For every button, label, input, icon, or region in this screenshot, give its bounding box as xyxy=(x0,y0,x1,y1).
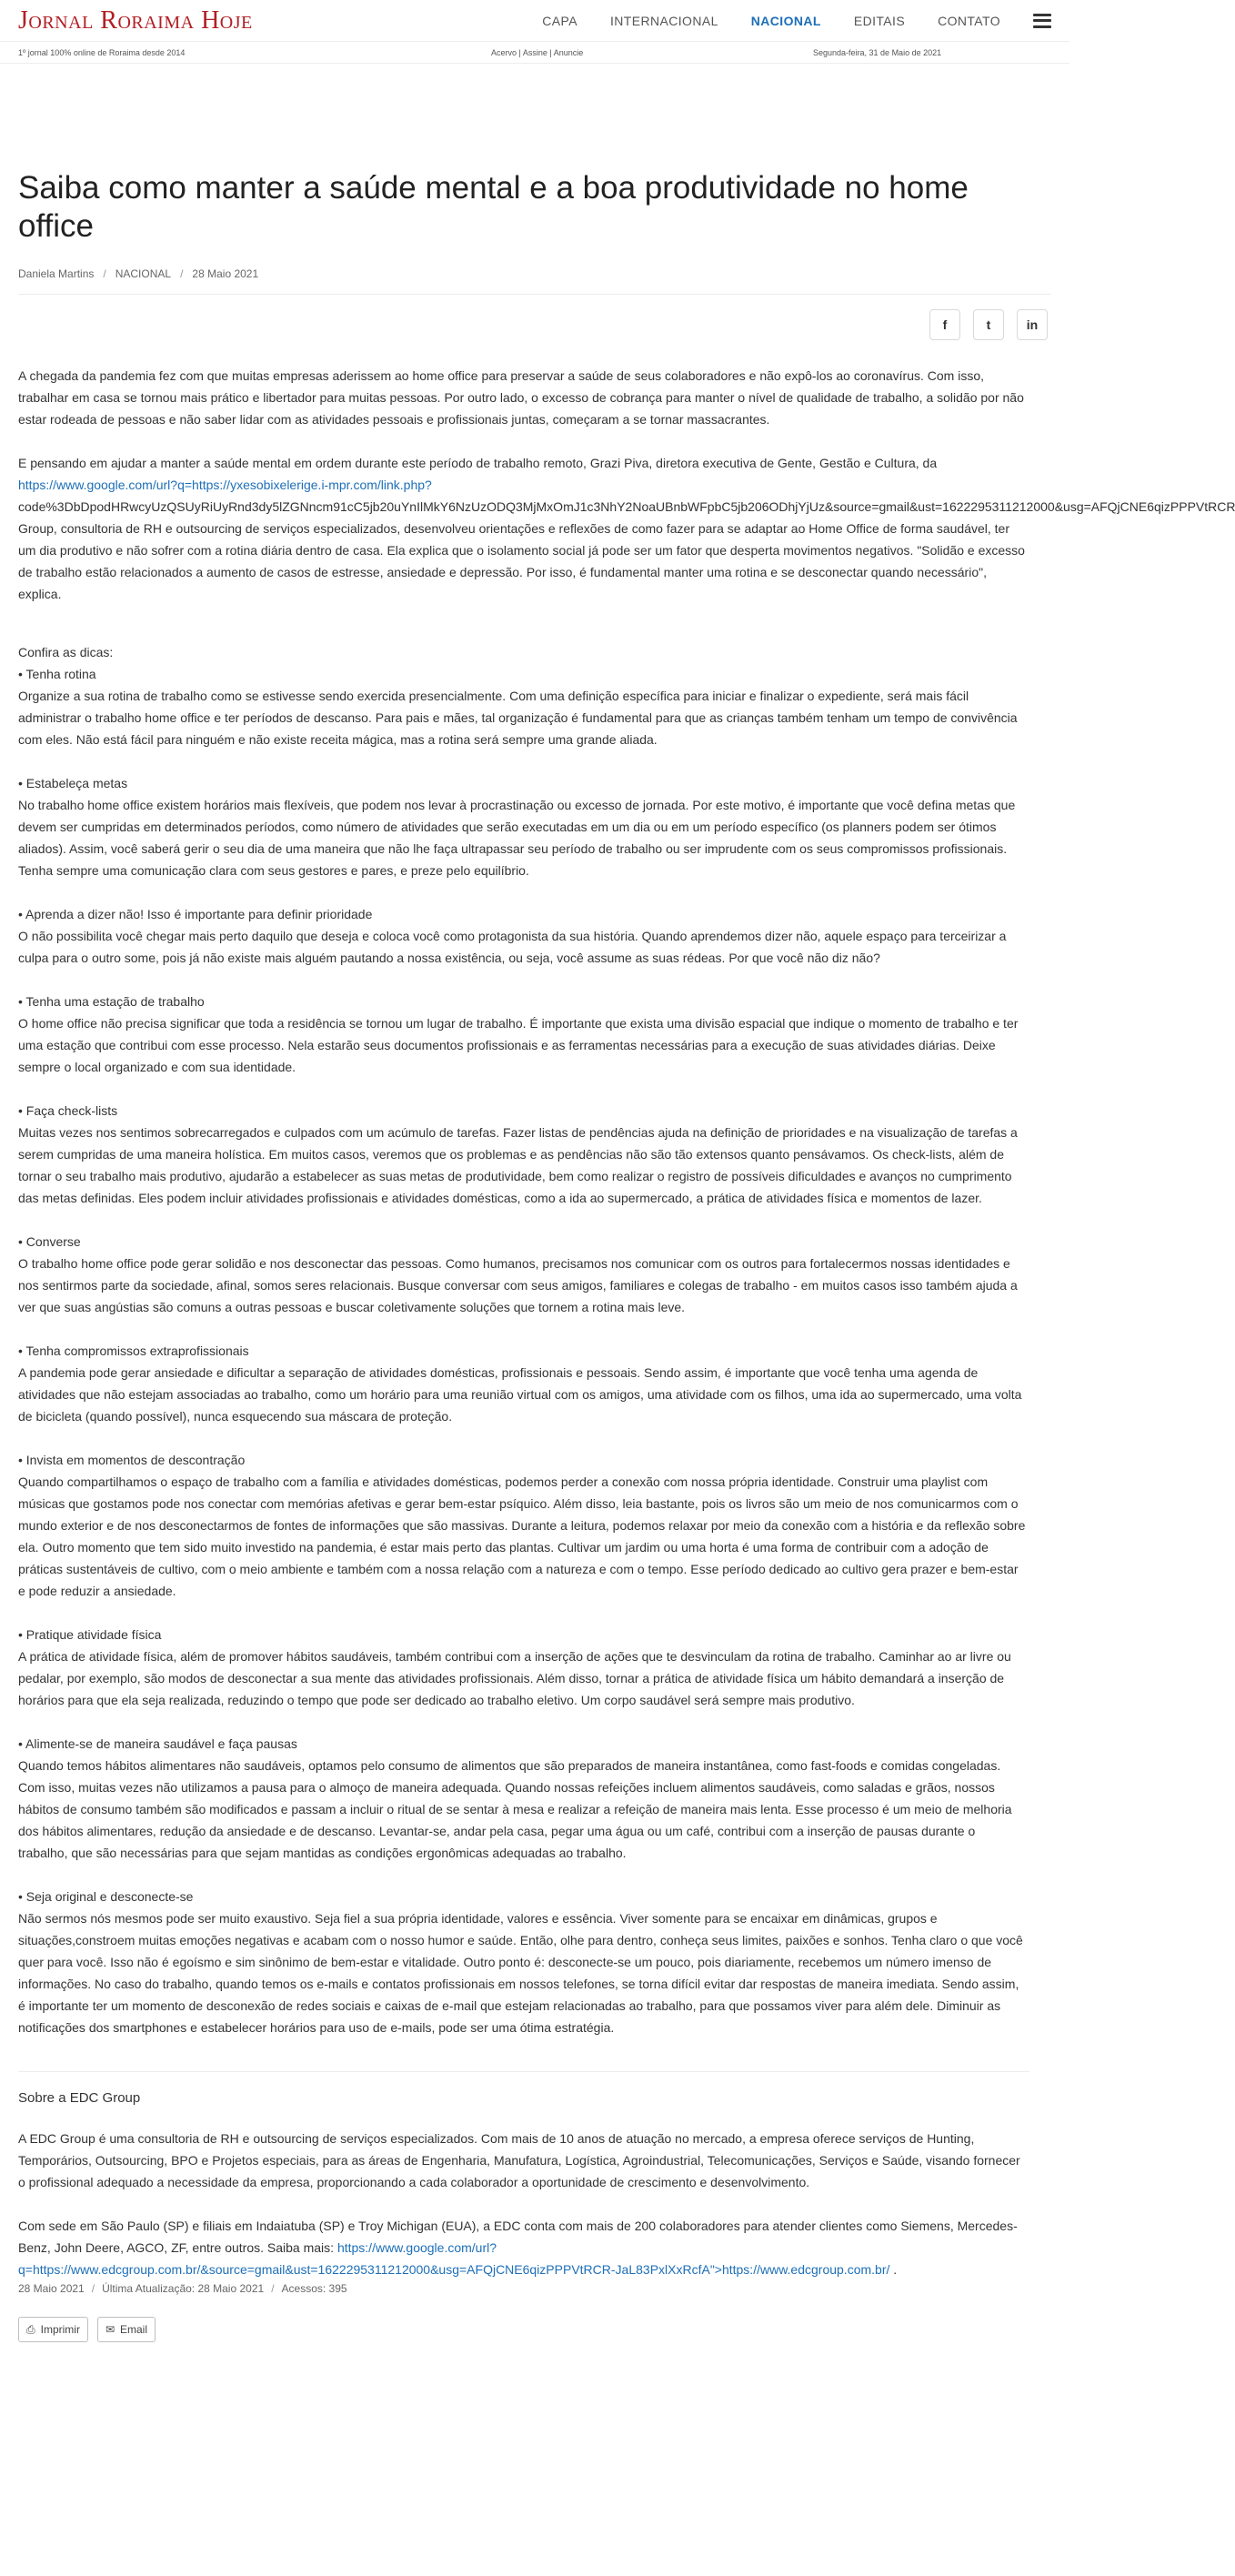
tip-item xyxy=(18,1733,1028,1864)
article-meta xyxy=(18,267,1051,280)
tip-item xyxy=(18,903,1028,969)
nav-item-nacional[interactable]: NACIONAL xyxy=(750,13,821,28)
meta-separator: / xyxy=(91,2282,95,2295)
tip-text: Quando temos hábitos alimentares não saudáveis, optamos pelo consumo de alimentos que são preparados de maneira instantânea, como fast-foods e comidas congeladas. Com isso, muitas vezes não utilizamos a pausa para o almoço de maneira adequada. Quando nossas refeições incluem alimentos saudáveis, como saladas e grãos, nossos hábitos de consumo também são modificados e passam a incluir o ritual de se sentar à mesa e realizar a refeição de maneira mais lenta. Esse processo é um meio de melhoria dos hábitos alimentares, redução da ansiedade e de descanso. Levantar-se, andar pela casa, pegar uma água ou um café, contribui com a inserção de pausas durante o trabalho, que são necessárias para que sejam mantidas as condições ergonômicas adequadas ao trabalho. xyxy=(18,1758,1012,1860)
tip-item xyxy=(18,1624,1028,1711)
nav-item-capa[interactable]: CAPA xyxy=(542,13,577,28)
meta-separator: / xyxy=(180,267,184,280)
tip-title: • Estabeleça metas xyxy=(18,776,128,790)
tip-title: • Invista em momentos de descontração xyxy=(18,1453,246,1467)
email-icon: ✉ xyxy=(105,2323,115,2336)
print-icon: ⎙ xyxy=(26,2322,35,2336)
tip-title: • Tenha rotina xyxy=(18,667,96,681)
p2-code-line: code%3DbDpodHRwcyUzQSUyRiUyRnd3dy5lZGNncm91cC5jb20uYnIlMkY6NzUzODQ3MjMxOmJ1c3NhY2NoaUBnbWFpbC5jb206ODhjYjUz&source=gmail&ust=1622295311212000&usg=AFQjCNE6qizPPPVtRCR xyxy=(18,499,1235,514)
print-button[interactable] xyxy=(18,2317,88,2342)
tip-title: • Alimente-se de maneira saudável e faça pausas xyxy=(18,1736,297,1751)
tip-text: A prática de atividade física, além de promover hábitos saudáveis, também contribui com a inserção de ações que te desvinculam da rotina de trabalho. Caminhar ao ar livre ou pedalar, por exemplo, são modos de desconectar a sua mente das atividades profissionais. Além disso, tornar a prática de atividade física um hábito demandará a inserção de horários para que ela seja realizada, reduzindo o tempo que pode ser dedicado ao trabalho eletivo. Um corpo saudável será sempre mais produtivo. xyxy=(18,1649,1011,1707)
tip-item xyxy=(18,991,1028,1078)
tip-item xyxy=(18,1886,1028,2038)
site-tagline: 1º jornal 100% online de Roraima desde 2014 xyxy=(18,47,186,57)
share-buttons xyxy=(18,309,1051,340)
meta-separator: / xyxy=(271,2282,275,2295)
tips-list xyxy=(18,663,1028,1864)
about-paragraph-1: A EDC Group é uma consultoria de RH e outsourcing de serviços especializados. Com mais de 10 anos de atuação no mercado, a empresa oferece serviços de Hunting, Temporários, Outsourcing, BPO e Projetos especiais, para as áreas de Engenharia, Manufatura, Logística, Agroindustrial, Telecomunicações, Serviços e Saúde, visando fornecer o profissional adequado a necessidade da empresa, proporcionando a cada colaborador a oportunidade de crescimento e desenvolvimento. xyxy=(18,2131,1020,2189)
tip-title: • Tenha compromissos extraprofissionais xyxy=(18,1343,249,1358)
nav-item-internacional[interactable]: INTERNACIONAL xyxy=(609,13,718,28)
main-nav xyxy=(542,14,1051,28)
tip-text: A pandemia pode gerar ansiedade e dificultar a separação de atividades domésticas, profissionais e pessoais. Sendo assim, é importante que você tenha uma agenda de atividades que não estejam associadas ao trabalho, como um horário para uma reunião virtual com os amigos, uma atividade com os filhos, uma ida ao supermercado, uma volta de bicicleta (quando possível), nunca esquecendo sua máscara de proteção. xyxy=(18,1365,1022,1424)
hamburger-menu-icon[interactable] xyxy=(1033,14,1051,28)
about-section xyxy=(18,2090,1051,2280)
tip-text: O home office não precisa significar que toda a residência se tornou um lugar de trabalho. É importante que exista uma divisão espacial que indique o momento de trabalho e ter uma estação que contribui com esse processo. Nela estarão seus documentos profissionais e as ferramentas necessárias para a execução de suas atividades diárias. Deixe sempre o local organizado e com sua identidade. xyxy=(18,1016,1019,1074)
p2-rest: Group, consultoria de RH e outsourcing de serviços especializados, desenvolveu orientações e reflexões de como fazer para se adaptar ao Home Office de forma saudável, ter um dia produtivo e não sofrer com a rotina diária dentro de casa. Ela explica que o isolamento social já pode ser um fator que desperta movimentos negativos. "Solidão e excesso de trabalho estão relacionados a aumento de casos de estresse, ansiedade e depressão. Por isso, é fundamental manter uma rotina e se desconectar quando necessário", explica. xyxy=(18,521,1025,601)
tip-title: • Converse xyxy=(18,1234,81,1249)
link-acervo[interactable]: Acervo xyxy=(491,47,517,57)
tip-text: Não sermos nós mesmos pode ser muito exaustivo. Seja fiel a sua própria identidade, valores e essência. Viver somente para se encaixar em dinâmicas, grupos e situações,constroem muitas emoções negativas e acabam com o nosso humor e saúde. Então, olhe para dentro, conheça seus limites, paixões e sonhos. Tenha claro o que você quer para você. Isso não é egoísmo e sim sinônimo de bem-estar e vitalidade. Outro ponto é: desconecte-se um pouco, pois diariamente, recebemos um número imenso de informações. No caso do trabalho, quando temos os e-mails e contatos profissionais em nossos telefones, se torna difícil evitar dar respostas de maneira imediata. Sendo assim, é importante ter um momento de desconexão de redes sociais e caixas de e-mail que estejam relacionadas ao trabalho, para que possamos viver para além dele. Diminuir as notificações dos smartphones e estabelecer horários para uso de e-mails, pode ser uma ótima estratégia. xyxy=(18,1911,1023,2035)
tip-text: No trabalho home office existem horários mais flexíveis, que podem nos levar à procrastinação ou excesso de jornada. Por este motivo, é importante que você defina metas que devem ser cumpridas em determinados períodos, como número de atividades que serão executadas em um dia ou em um período específico (os planners podem ser ótimos aliados). Assim, você saberá gerir o seu dia de uma maneira que não lhe faça ultrapassar seu período de trabalho ou ser imprudente com os seus compromissos profissionais. Tenha sempre uma comunicação clara com seus gestores e pares, e preze pelo equilíbrio. xyxy=(18,798,1016,878)
hits-count: Acessos: 395 xyxy=(281,2282,347,2295)
link-anuncie[interactable]: Anuncie xyxy=(553,47,584,57)
tip-item xyxy=(18,1231,1028,1318)
nav-item-editais[interactable]: EDITAIS xyxy=(853,13,906,28)
p2-start: E pensando em ajudar a manter a saúde mental em ordem durante este período de trabalho remoto, Grazi Piva, diretora executiva de Gente, Gestão e Cultura, da xyxy=(18,456,938,470)
article-category[interactable]: NACIONAL xyxy=(115,267,172,280)
email-button[interactable] xyxy=(97,2317,156,2342)
external-link[interactable]: https://www.google.com/url?q=https://yxesobixelerige.i-mpr.com/link.php? xyxy=(18,478,432,492)
tip-title: • Tenha uma estação de trabalho xyxy=(18,994,205,1009)
current-date: Segunda-feira, 31 de Maio de 2021 xyxy=(813,47,942,57)
tip-title: • Seja original e desconecte-se xyxy=(18,1889,194,1904)
article-author: Daniela Martins xyxy=(18,267,95,280)
sub-links: Acervo | Assine | Anuncie xyxy=(491,47,584,57)
tip-item xyxy=(18,1340,1028,1427)
tip-text: Organize a sua rotina de trabalho como se estivesse sendo exercida presencialmente. Com uma definição específica para iniciar e finalizar o expediente, será mais fácil administrar o trabalho home office e ter períodos de descanso. Para pais e mães, tal organização é fundamental para que as crianças também tenham um tempo de convivência com eles. Não está fácil para ninguém e não existe receita mágica, mas a rotina será sempre uma grande aliada. xyxy=(18,689,1018,747)
print-label: Imprimir xyxy=(40,2323,80,2336)
article-actions xyxy=(18,2317,1051,2342)
tip-title: • Aprenda a dizer não! Isso é importante para definir prioridade xyxy=(18,907,373,921)
tip-text: Quando compartilhamos o espaço de trabalho com a família e atividades domésticas, podemos perder a conexão com nossa própria identidade. Construir uma playlist com músicas que gostamos pode nos conectar com memórias afetivas e gerar bem-estar psíquico. Além disso, leia bastante, pois os livros são um meio de nos comunicarmos com o mundo exterior e de nos desconectarmos de fontes de informações que são massivas. Durante a leitura, podemos relaxar por meio da conexão com a história e da reflexão sobre ela. Outro momento que tem sido muito investido na pandemia, é estar mais perto das plantas. Cultivar um jardim ou uma horta é uma forma de contribuir com a adoção de práticas sustentáveis de cultivo, com o meio ambiente e também com a nossa relação com a natureza e com o tempo. Esse período dedicado ao cultivo gera prazer e bem-estar e pode reduzir a ansiedade. xyxy=(18,1474,1026,1598)
tip-item xyxy=(18,772,1028,881)
tip-title: • Pratique atividade física xyxy=(18,1627,162,1642)
about-paragraph-2 xyxy=(18,2215,1028,2280)
twitter-icon[interactable]: t xyxy=(973,309,1004,340)
about-title: Sobre a EDC Group xyxy=(18,2090,141,2106)
link-assine[interactable]: Assine xyxy=(522,47,547,57)
intro-paragraph: A chegada da pandemia fez com que muitas empresas aderissem ao home office para preservar a saúde de seus colaboradores e não expô-los ao coronavírus. Com isso, trabalhar em casa se tornou mais prático e libertador para muitas pessoas. Por outro lado, o excesso de cobrança para manter o nível de qualidade de trabalho, a solidão por não estar rodeada de pessoas e não saber lidar com as atividades pessoais e profissionais juntas, começaram a se tornar massacrantes. xyxy=(18,368,1024,427)
tips-intro: Confira as dicas: xyxy=(18,645,114,659)
tip-item xyxy=(18,1100,1028,1209)
tip-item xyxy=(18,663,1028,750)
article-container xyxy=(0,169,1235,2342)
article-title: Saiba como manter a saúde mental e a boa produtividade no home office xyxy=(18,170,969,244)
tip-text: O não possibilita você chegar mais perto daquilo que deseja e coloca você como protagonista da sua história. Quando aprendemos dizer não, aquele espaço para terceirizar a culpa para o outro some, pois já não existe mais alguém pautando a nossa existência, ou seja, você assume as suas rédeas. Por que você não diz não? xyxy=(18,929,1007,965)
tip-text: O trabalho home office pode gerar solidão e nos desconectar das pessoas. Como humanos, precisamos nos comunicar com os outros para fortalecermos nossas identidades e nos sentirmos parte da sociedade, afinal, somos seres relacionais. Busque conversar com seus amigos, familiares e colegas de trabalho - em muitos casos isso também ajuda a ver que suas angústias são comuns a outras pessoas e buscar coletivamente soluções que tornem a rotina mais leve. xyxy=(18,1256,1018,1314)
site-logo[interactable]: Jornal Roraima Hoje xyxy=(18,5,253,35)
nav-item-contato[interactable]: CONTATO xyxy=(938,13,1000,28)
facebook-icon[interactable]: f xyxy=(929,309,960,340)
about-link-1[interactable]: https://www.google.com/url? xyxy=(336,2240,497,2255)
article-date: 28 Maio 2021 xyxy=(192,267,259,280)
tip-title: • Faça check-lists xyxy=(18,1103,118,1118)
sub-header-bar xyxy=(0,42,1069,64)
footer-meta xyxy=(18,2282,1051,2295)
linkedin-icon[interactable]: in xyxy=(1017,309,1048,340)
about-link-2[interactable]: q=https://www.edcgroup.com.br/&source=gmail&ust=1622295311212000&usg=AFQjCNE6qizPPPVtRCR-JaL83PxlXxRcfA">https://www.edcgroup.com.br/ xyxy=(18,2262,890,2277)
article-body xyxy=(18,365,1235,2038)
divider xyxy=(18,294,1051,295)
top-navigation xyxy=(0,0,1069,42)
about-p2-end: . xyxy=(889,2262,898,2277)
divider xyxy=(18,2071,1029,2072)
tip-item xyxy=(18,1449,1028,1602)
updated-date: Última Atualização: 28 Maio 2021 xyxy=(102,2282,265,2295)
about-p2-start: Com sede em São Paulo (SP) e filiais em Indaiatuba (SP) e Troy Michigan (EUA), a EDC conta com mais de 200 colaboradores para atender clientes como Siemens, Mercedes-Benz, John Deere, AGCO, ZF, entre outros. Saiba mais: xyxy=(18,2219,1018,2255)
tip-text: Muitas vezes nos sentimos sobrecarregados e culpados com um acúmulo de tarefas. Fazer listas de pendências ajuda na definição de prioridades e na visualização de tarefas a serem cumpridas de uma maneira holística. Em muitos casos, veremos que os problemas e as pendências não são tão extensos quanto pensávamos. Os check-lists, além de tornar o seu trabalho mais produtivo, ajudarão a estabelecer as suas metas de produtividade, bem como realizar o registro de possíveis dificuldades e avanços no cumprimento das metas definidas. Eles podem incluir atividades profissionais e atividades domésticas, como a ida ao supermercado, a prática de atividades física e momentos de lazer. xyxy=(18,1125,1018,1205)
paragraph-piva xyxy=(18,452,1235,605)
created-date: 28 Maio 2021 xyxy=(18,2282,85,2295)
email-label: Email xyxy=(120,2323,148,2336)
meta-separator: / xyxy=(103,267,106,280)
